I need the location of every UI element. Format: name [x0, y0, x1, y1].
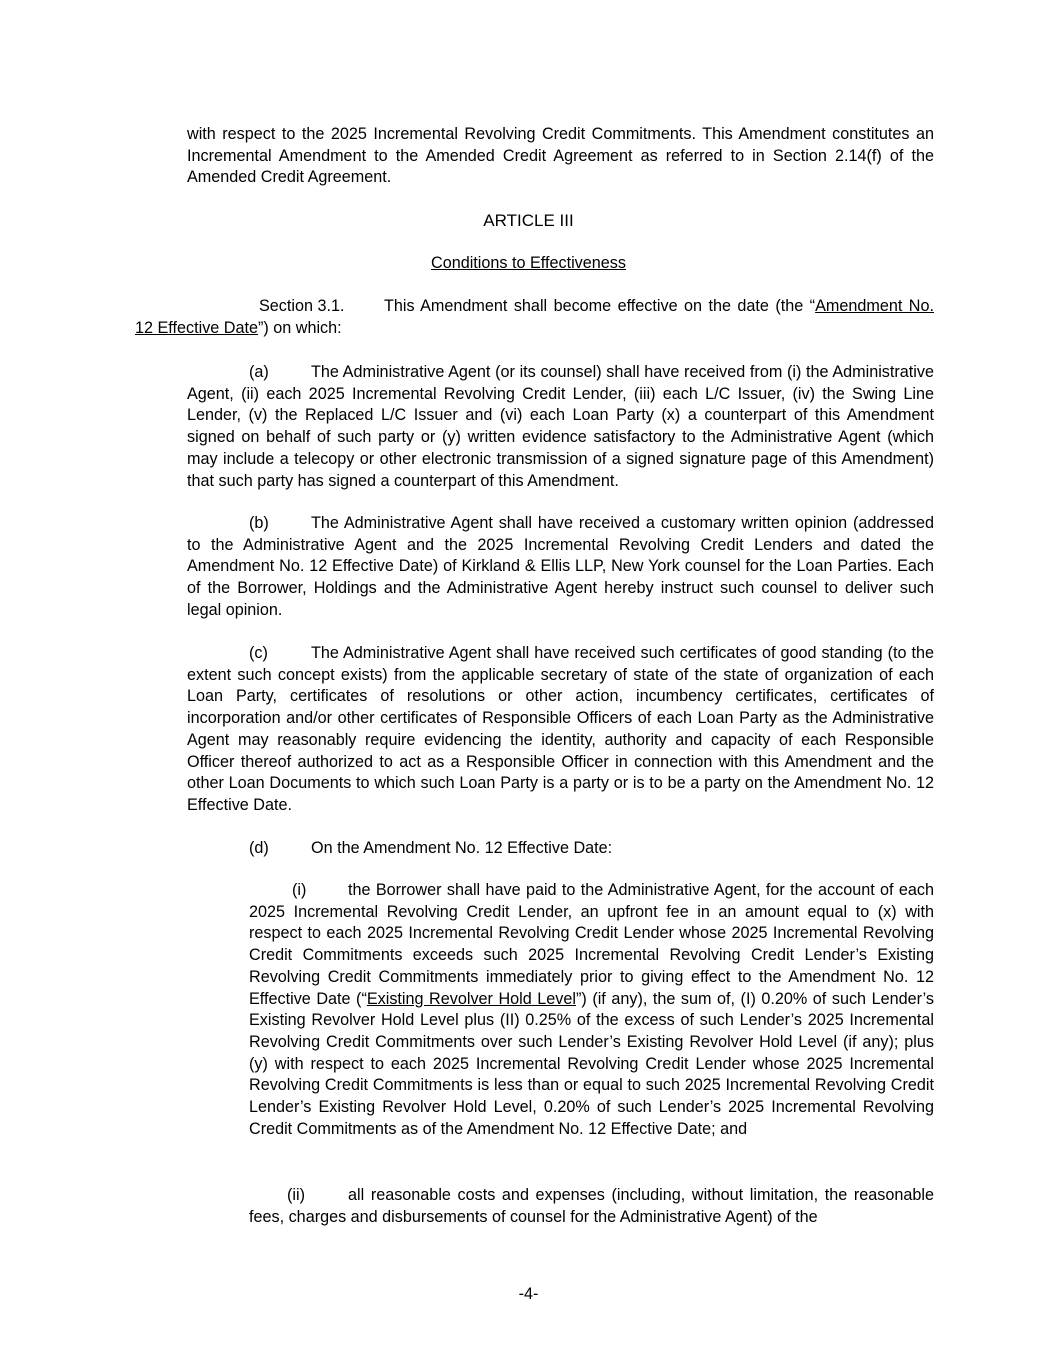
clause-d-paragraph: [187, 838, 934, 860]
clause-d-i-text-before: the Borrower shall have paid to the Administrative Agent, for the account of each 2025 Incremental Revolving Credit Lender, an upfront fee in an amount equal to (x) with respect to each 2025 Incremental Revolving Credit Lender whose 2025 Incremental Revolving Credit Commitments exceeds such 2025 Incremental Revolving Credit Lender’s Existing Revolving Credit Commitments immediately prior to giving effect to the Amendment No. 12 Effective Date (“: [249, 881, 934, 1008]
section-3-1-paragraph: [135, 296, 934, 339]
clause-d-i-defined-term: Existing Revolver Hold Level: [366, 989, 576, 1008]
clause-d-text: On the Amendment No. 12 Effective Date:: [311, 839, 613, 857]
clause-d-i-paragraph: [249, 880, 934, 1140]
clause-d-ii-label: (ii): [287, 1186, 305, 1204]
clause-b-paragraph: [187, 513, 934, 622]
clause-c-paragraph: [187, 643, 934, 817]
clause-a-paragraph: [187, 362, 934, 492]
intro-paragraph: [187, 124, 934, 189]
clause-d-label: (d): [249, 839, 269, 857]
intro-text: with respect to the 2025 Incremental Revolving Credit Commitments. This Amendment constitutes an Incremental Amendment to the Amended Credit Agreement as referred to in Section 2.14(f) of the Amended Credit Agreement.: [187, 125, 934, 187]
section-defined-term: Amendment No. 12 Effective Date: [135, 297, 934, 337]
clause-b-label: (b): [249, 514, 269, 532]
article-subheading: [0, 253, 1057, 275]
clause-c-label: (c): [249, 644, 268, 662]
section-text-after: ”) on which:: [257, 318, 342, 337]
section-label: Section 3.1.: [259, 297, 345, 315]
clause-a-text: The Administrative Agent (or its counsel) shall have received from (i) the Administrative Agent, (ii) each 2025 Incremental Revolving Credit Lender, (iii) each L/C Issuer, (iv) the Swing Line Lender, (v) the Replaced L/C Issuer and (vi) each Loan Party (x) a counterpart of this Amendment signed on behalf of such party or (y) written evidence satisfactory to the Administrative Agent (which may include a telecopy or other electronic transmission of a signed signature page of this Amendment) that such party has signed a counterpart of this Amendment.: [187, 363, 934, 490]
clause-d-ii-paragraph: [249, 1185, 934, 1228]
clause-c-text: The Administrative Agent shall have received such certificates of good standing (to the extent such concept exists) from the applicable secretary of state of the state of organization of each Loan Party, certificates of resolutions or other action, incumbency certificates, certificates of incorporation and/or other certificates of Responsible Officers of each Loan Party as the Administrative Agent may reasonably require evidencing the identity, authority and capacity of each Responsible Officer thereof authorized to act as a Responsible Officer in connection with this Amendment and the other Loan Documents to which such Loan Party is a party or is to be a party on the Amendment No. 12 Effective Date.: [187, 644, 934, 814]
clause-b-text: The Administrative Agent shall have received a customary written opinion (addressed to the Administrative Agent and the 2025 Incremental Revolving Credit Lenders and dated the Amendment No. 12 Effective Date) of Kirkland & Ellis LLP, New York counsel for the Loan Parties. Each of the Borrower, Holdings and the Administrative Agent hereby instruct such counsel to deliver such legal opinion.: [187, 514, 934, 619]
section-text-before: This Amendment shall become effective on the date (the “: [384, 297, 816, 315]
article-heading: ARTICLE III: [483, 211, 574, 230]
page-number: -4-: [518, 1285, 539, 1303]
clause-a-label: (a): [249, 363, 269, 381]
clause-d-ii-text: all reasonable costs and expenses (including, without limitation, the reasonable fees, charges and disbursements of counsel for the Administrative Agent) of the: [249, 1186, 934, 1226]
clause-d-i-text-after: ”) (if any), the sum of, (I) 0.20% of such Lender’s Existing Revolver Hold Level plus (II) 0.25% of the excess of such Lender’s 2025 Incremental Revolving Credit Commitments over such Lender’s Existing Revolver Hold Level (if any); plus (y) with respect to each 2025 Incremental Revolving Credit Lender whose 2025 Incremental Revolving Credit Commitments is less than or equal to such 2025 Incremental Revolving Credit Lender’s Existing Revolver Hold Level, 0.20% of such Lender’s 2025 Incremental Revolving Credit Commitments as of the Amendment No. 12 Effective Date; and: [249, 989, 934, 1138]
clause-d-i-label: (i): [292, 881, 307, 899]
article-subheading-text: Conditions to Effectiveness: [431, 254, 626, 272]
